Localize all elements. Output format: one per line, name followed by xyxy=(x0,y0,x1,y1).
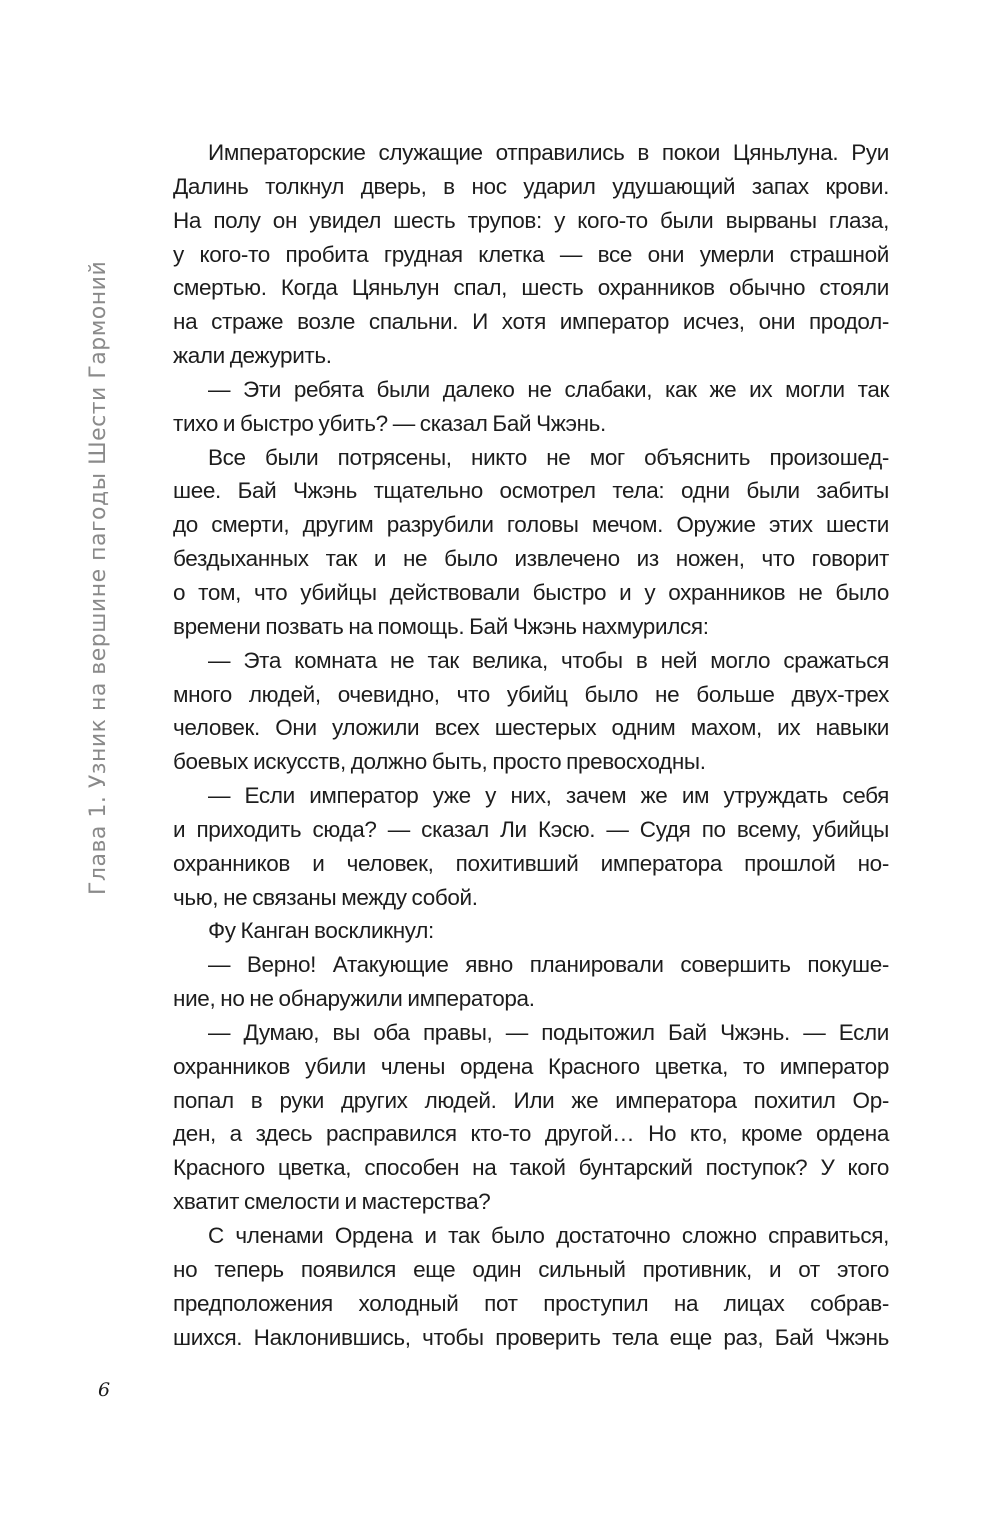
text-line: времени позвать на помощь. Бай Чжэнь нахмурился: xyxy=(173,613,709,639)
text-line: много людей, очевидно, что убийц было не больше двух-трех xyxy=(173,681,889,707)
text-line: тихо и быстро убить? — сказал Бай Чжэнь. xyxy=(173,410,606,436)
text-line: человек. Они уложили всех шестерых одним махом, их навыки xyxy=(173,715,889,741)
text-line: жали дежурить. xyxy=(173,343,332,369)
text-line: бездыханных так и не было извлечено из ножен, что говорит xyxy=(173,546,889,572)
text-line: о том, что убийцы действовали быстро и у охранников не было xyxy=(173,579,889,605)
text-line: шее. Бай Чжэнь тщательно осмотрел тела: одни были забиты xyxy=(173,478,889,504)
text-line: до смерти, другим разрубили головы мечом. Оружие этих шести xyxy=(173,512,889,538)
text-line: — Если император уже у них, зачем же им утруждать себя xyxy=(208,783,889,809)
text-line: Далинь толкнул дверь, в нос ударил удушающий запах крови. xyxy=(173,173,889,199)
text-line: и приходить сюда? — сказал Ли Кэсю. — Судя по всему, убийцы xyxy=(173,816,889,842)
text-line: у кого-то пробита грудная клетка — все они умерли страшной xyxy=(173,241,889,267)
text-line: шихся. Наклонившись, чтобы проверить тела еще раз, Бай Чжэнь xyxy=(173,1324,889,1350)
text-line: На полу он увидел шесть трупов: у кого-то были вырваны глаза, xyxy=(173,207,889,233)
text-line: — Думаю, вы оба правы, — подытожил Бай Чжэнь. — Если xyxy=(208,1019,889,1045)
text-line: предположения холодный пот проступил на лицах собрав- xyxy=(173,1290,889,1316)
text-line: Фу Канган воскликнул: xyxy=(208,918,434,944)
text-line: Все были потрясены, никто не мог объяснить произошед- xyxy=(208,444,889,470)
text-line: хватит смелости и мастерства? xyxy=(173,1189,491,1215)
text-line: ден, а здесь расправился кто-то другой… Но кто, кроме ордена xyxy=(173,1121,889,1147)
text-line: смертью. Когда Цяньлун спал, шесть охранников обычно стояли xyxy=(173,275,889,301)
text-line: — Эти ребята были далеко не слабаки, как же их могли так xyxy=(208,376,889,402)
text-line: охранников и человек, похитивший императора прошлой но- xyxy=(173,850,889,876)
text-line: на страже возле спальни. И хотя император исчез, они продол- xyxy=(173,309,889,335)
text-line: Красного цветка, способен на такой бунтарский поступок? У кого xyxy=(173,1155,889,1181)
text-line: — Эта комната не так велика, чтобы в ней могло сражаться xyxy=(208,647,889,673)
text-line: боевых искусств, должно быть, просто превосходны. xyxy=(173,749,706,775)
text-line: но теперь появился еще один сильный противник, и от этого xyxy=(173,1256,889,1282)
text-line: — Верно! Атакующие явно планировали совершить покуше- xyxy=(208,952,889,978)
text-line: чью, не связаны между собой. xyxy=(173,884,478,910)
page-number: 6 xyxy=(98,1379,111,1401)
running-head: Глава 1. Узник на вершине пагоды Шести Гармоний xyxy=(86,260,111,895)
body-text xyxy=(173,136,889,1354)
text-line: попал в руки других людей. Или же императора похитил Ор- xyxy=(173,1087,889,1113)
text-line: С членами Ордена и так было достаточно сложно справиться, xyxy=(208,1223,889,1248)
text-line: Императорские служащие отправились в покои Цяньлуна. Руи xyxy=(208,140,889,165)
text-line: ние, но не обнаружили императора. xyxy=(173,986,535,1012)
text-line: охранников убили члены ордена Красного цветка, то император xyxy=(173,1053,889,1079)
